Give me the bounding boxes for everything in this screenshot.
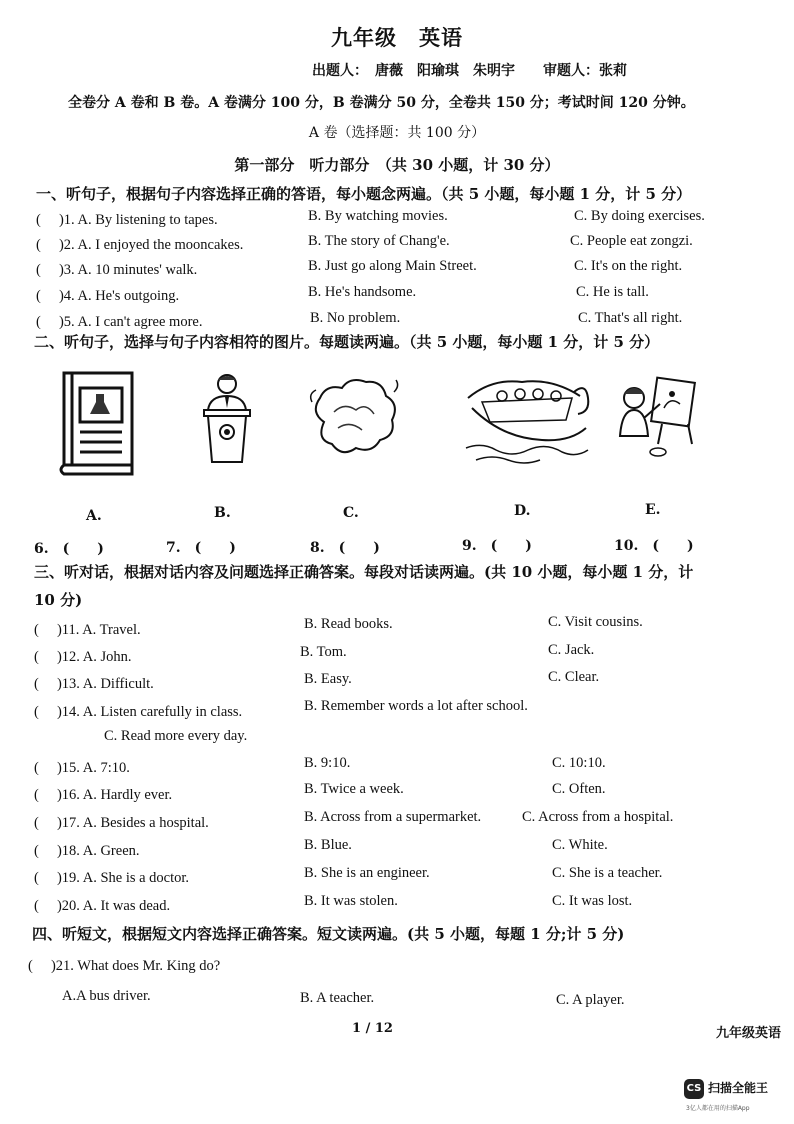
smoke-cloud-picture [304, 372, 404, 464]
scanner-logo-icon: CS [684, 1079, 704, 1099]
question-4: ( )4. A. He's outgoing. [36, 288, 180, 304]
question-16-b: B. Twice a week. [304, 781, 404, 797]
question-4-b: B. He's handsome. [308, 284, 417, 300]
question-12: ( )12. A. John. [34, 649, 132, 665]
question-3: ( )3. A. 10 minutes' walk. [36, 262, 198, 278]
question-14: ( )14. A. Listen carefully in class. [34, 704, 243, 720]
section3-title-cont: 10 分) [34, 591, 83, 609]
exam-title: 九年级 英语 [331, 25, 463, 50]
question-11-c: C. Visit cousins. [548, 614, 643, 630]
scanner-brand: 扫描全能王 [708, 1081, 769, 1095]
answer-9: 9. ( ) [462, 538, 532, 554]
question-12-b: B. Tom. [300, 644, 347, 660]
question-13-c: C. Clear. [548, 669, 600, 685]
podium-speaker-picture [196, 370, 258, 466]
volume-heading: A 卷（选择题：共 100 分） [308, 125, 486, 141]
picture-label-a: A. [86, 508, 102, 524]
question-5-c: C. That's all right. [578, 310, 683, 326]
question-20-c: C. It was lost. [552, 893, 633, 909]
question-17: ( )17. A. Besides a hospital. [34, 815, 209, 831]
question-21-c: C. A player. [556, 992, 625, 1008]
question-11-b: B. Read books. [304, 616, 393, 632]
question-15-b: B. 9:10. [304, 755, 351, 771]
question-19-c: C. She is a teacher. [552, 865, 663, 881]
question-20-b: B. It was stolen. [304, 893, 398, 909]
question-16-c: C. Often. [552, 781, 606, 797]
page-number: 1 / 12 [352, 1021, 393, 1036]
question-2: ( )2. A. I enjoyed the mooncakes. [36, 237, 244, 253]
section3-title: 三、听对话，根据对话内容及问题选择正确答案。每段对话读两遍。(共 10 小题，每小题 1 分，计 [34, 563, 694, 581]
question-13: ( )13. A. Difficult. [34, 676, 154, 692]
section2-title: 二、听句子，选择与句子内容相符的图片。每题读两遍。（共 5 小题，每小题 1 分，计 5 分） [34, 333, 660, 351]
answer-7: 7. ( ) [166, 540, 236, 556]
question-21-b: B. A teacher. [300, 990, 375, 1006]
question-4-c: C. He is tall. [576, 284, 649, 300]
question-1-b: B. By watching movies. [308, 208, 448, 224]
answer-8: 8. ( ) [310, 540, 380, 556]
question-21: ( )21. What does Mr. King do? [28, 958, 221, 974]
question-14-c: C. Read more every day. [104, 728, 248, 744]
question-14-b: B. Remember words a lot after school. [304, 698, 528, 714]
question-17-b: B. Across from a supermarket. [304, 809, 482, 825]
picture-label-e: E. [645, 502, 661, 518]
picture-label-c: C. [343, 505, 359, 521]
question-5-b: B. No problem. [310, 310, 401, 326]
question-2-c: C. People eat zongzi. [570, 233, 693, 249]
question-20: ( )20. A. It was dead. [34, 898, 171, 914]
question-5: ( )5. A. I can't agree more. [36, 314, 203, 330]
question-18-b: B. Blue. [304, 837, 352, 853]
question-12-c: C. Jack. [548, 642, 595, 658]
authors-line: 出题人： 唐薇 阳瑜琪 朱明宇 审题人：张莉 [312, 63, 627, 79]
painting-child-picture [614, 374, 700, 460]
question-21-a: A.A bus driver. [62, 988, 151, 1004]
answer-6: 6. ( ) [34, 541, 104, 557]
section4-title: 四、听短文，根据短文内容选择正确答案。短文读两遍。(共 5 小题，每题 1 分;计 5 分) [32, 925, 625, 943]
section1-title: 一、听句子，根据句子内容选择正确的答语，每小题念两遍。（共 5 小题，每小题 1 分，计 5 分） [36, 185, 692, 203]
question-13-b: B. Easy. [304, 671, 352, 687]
answer-10: 10. ( ) [614, 538, 694, 554]
question-3-c: C. It's on the right. [574, 258, 683, 274]
part-heading: 第一部分 听力部分 （共 30 小题，计 30 分） [234, 156, 560, 174]
question-15: ( )15. A. 7:10. [34, 760, 130, 776]
question-17-c: C. Across from a hospital. [522, 809, 674, 825]
question-3-b: B. Just go along Main Street. [308, 258, 477, 274]
question-19: ( )19. A. She is a doctor. [34, 870, 190, 886]
question-16: ( )16. A. Hardly ever. [34, 787, 173, 803]
dragon-boat-picture [462, 368, 592, 468]
book-picture [54, 370, 136, 476]
question-18: ( )18. A. Green. [34, 843, 140, 859]
scanner-tagline: 3亿人都在用的扫描App [686, 1105, 750, 1112]
footer-label: 九年级英语 [716, 1026, 782, 1041]
picture-label-b: B. [214, 505, 231, 521]
exam-info: 全卷分 A 卷和 B 卷。A 卷满分 100 分，B 卷满分 50 分，全卷共 150 分；考试时间 120 分钟。 [68, 95, 695, 111]
question-1: ( )1. A. By listening to tapes. [36, 212, 218, 228]
question-2-b: B. The story of Chang'e. [308, 233, 450, 249]
picture-label-d: D. [514, 503, 531, 519]
question-1-c: C. By doing exercises. [574, 208, 705, 224]
question-19-b: B. She is an engineer. [304, 865, 430, 881]
question-15-c: C. 10:10. [552, 755, 606, 771]
question-18-c: C. White. [552, 837, 608, 853]
question-11: ( )11. A. Travel. [34, 622, 141, 638]
